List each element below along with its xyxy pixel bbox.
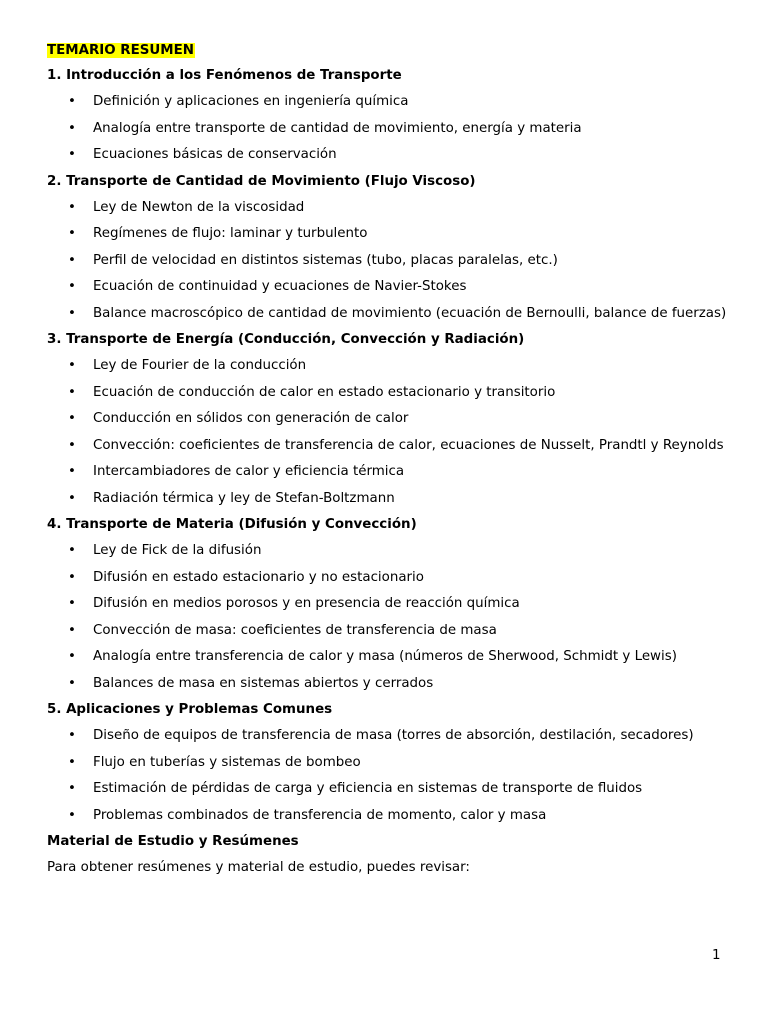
- list-item: [47, 622, 727, 640]
- list-item: [47, 727, 727, 745]
- bullet-icon: •: [68, 120, 76, 136]
- page-number: 1: [712, 948, 721, 963]
- list-item: [47, 410, 727, 428]
- list-item: [47, 807, 727, 825]
- bullet-list: [47, 199, 727, 323]
- document-title: TEMARIO RESUMEN: [47, 43, 194, 58]
- list-item-text: Conducción en sólidos con generación de calor: [93, 411, 409, 426]
- list-item: [47, 754, 727, 772]
- list-item-text: Ecuación de conducción de calor en estado estacionario y transitorio: [93, 384, 556, 400]
- list-item-text: Definición y aplicaciones en ingeniería química: [93, 94, 409, 109]
- bullet-icon: •: [68, 384, 76, 400]
- bullet-icon: •: [68, 781, 76, 796]
- section-heading: 4. Transporte de Materia (Difusión y Convección): [47, 517, 417, 532]
- list-item-text: Ecuaciones básicas de conservación: [93, 147, 337, 162]
- list-item-text: Convección de masa: coeficientes de transferencia de masa: [93, 622, 497, 638]
- bullet-list: [47, 93, 727, 164]
- list-item-text: Estimación de pérdidas de carga y eficiencia en sistemas de transporte de fluidos: [93, 781, 643, 796]
- list-item: [47, 199, 727, 217]
- list-item-text: Convección: coeficientes de transferencia de calor, ecuaciones de Nusselt, Prandtl y Reynolds: [93, 437, 724, 453]
- bullet-icon: •: [68, 305, 76, 321]
- list-item: [47, 595, 727, 613]
- bullet-icon: •: [68, 675, 76, 691]
- bullet-icon: •: [68, 622, 76, 638]
- list-item-text: Difusión en medios porosos y en presencia de reacción química: [93, 596, 520, 611]
- list-item-text: Ecuación de continuidad y ecuaciones de Navier-Stokes: [93, 279, 467, 294]
- bullet-icon: •: [68, 569, 76, 585]
- list-item: [47, 384, 727, 402]
- list-item-text: Radiación térmica y ley de Stefan-Boltzmann: [93, 490, 395, 506]
- bullet-icon: •: [68, 358, 76, 373]
- list-item: [47, 437, 727, 455]
- bullet-icon: •: [68, 754, 76, 770]
- list-item: [47, 278, 727, 296]
- list-item: [47, 463, 727, 481]
- bullet-list: [47, 727, 727, 825]
- bullet-icon: •: [68, 411, 76, 426]
- section-heading: 1. Introducción a los Fenómenos de Transporte: [47, 68, 402, 83]
- bullet-icon: •: [68, 94, 76, 109]
- list-item-text: Analogía entre transporte de cantidad de movimiento, energía y materia: [93, 120, 582, 136]
- bullet-icon: •: [68, 464, 76, 479]
- bullet-icon: •: [68, 252, 76, 268]
- list-item: [47, 120, 727, 138]
- section-heading: 3. Transporte de Energía (Conducción, Convección y Radiación): [47, 332, 525, 347]
- section-heading: 2. Transporte de Cantidad de Movimiento (Flujo Viscoso): [47, 173, 476, 189]
- sections-container: [47, 67, 727, 825]
- bullet-icon: •: [68, 437, 76, 453]
- list-item-text: Regímenes de flujo: laminar y turbulento: [93, 226, 368, 241]
- bullet-icon: •: [68, 147, 76, 162]
- bullet-icon: •: [68, 226, 76, 241]
- list-item-text: Balances de masa en sistemas abiertos y cerrados: [93, 675, 434, 691]
- bullet-icon: •: [68, 728, 76, 743]
- bullet-list: [47, 542, 727, 693]
- list-item: [47, 252, 727, 270]
- list-item-text: Balance macroscópico de cantidad de movimiento (ecuación de Bernoulli, balance de fuerzas): [93, 305, 727, 321]
- list-item-text: Analogía entre transferencia de calor y masa (números de Sherwood, Schmidt y Lewis): [93, 649, 677, 664]
- list-item-text: Intercambiadores de calor y eficiencia térmica: [93, 464, 405, 479]
- list-item: [47, 225, 727, 243]
- list-item: [47, 675, 727, 693]
- list-item-text: Perfil de velocidad en distintos sistemas (tubo, placas paralelas, etc.): [93, 252, 558, 268]
- bullet-icon: •: [68, 199, 76, 215]
- bullet-icon: •: [68, 543, 76, 558]
- list-item: [47, 490, 727, 508]
- bullet-icon: •: [68, 596, 76, 611]
- document-title-line: [47, 41, 727, 61]
- bullet-list: [47, 357, 727, 508]
- material-text: Para obtener resúmenes y material de estudio, puedes revisar:: [47, 860, 470, 875]
- list-item-text: Problemas combinados de transferencia de momento, calor y masa: [93, 807, 547, 823]
- list-item: [47, 648, 727, 666]
- bullet-icon: •: [68, 649, 76, 664]
- list-item: [47, 542, 727, 560]
- section-heading: 5. Aplicaciones y Problemas Comunes: [47, 702, 333, 717]
- list-item: [47, 146, 727, 164]
- list-item-text: Ley de Fourier de la conducción: [93, 358, 307, 373]
- document-page: [47, 41, 727, 877]
- bullet-icon: •: [68, 807, 76, 823]
- material-heading: Material de Estudio y Resúmenes: [47, 834, 299, 849]
- list-item: [47, 305, 727, 323]
- bullet-icon: •: [68, 490, 76, 506]
- bullet-icon: •: [68, 279, 76, 294]
- list-item-text: Diseño de equipos de transferencia de masa (torres de absorción, destilación, secadores): [93, 728, 694, 743]
- list-item-text: Difusión en estado estacionario y no estacionario: [93, 569, 424, 585]
- list-item-text: Ley de Fick de la difusión: [93, 543, 262, 558]
- list-item-text: Ley de Newton de la viscosidad: [93, 199, 305, 215]
- list-item: [47, 357, 727, 375]
- list-item: [47, 569, 727, 587]
- list-item: [47, 780, 727, 798]
- list-item-text: Flujo en tuberías y sistemas de bombeo: [93, 754, 361, 770]
- list-item: [47, 93, 727, 111]
